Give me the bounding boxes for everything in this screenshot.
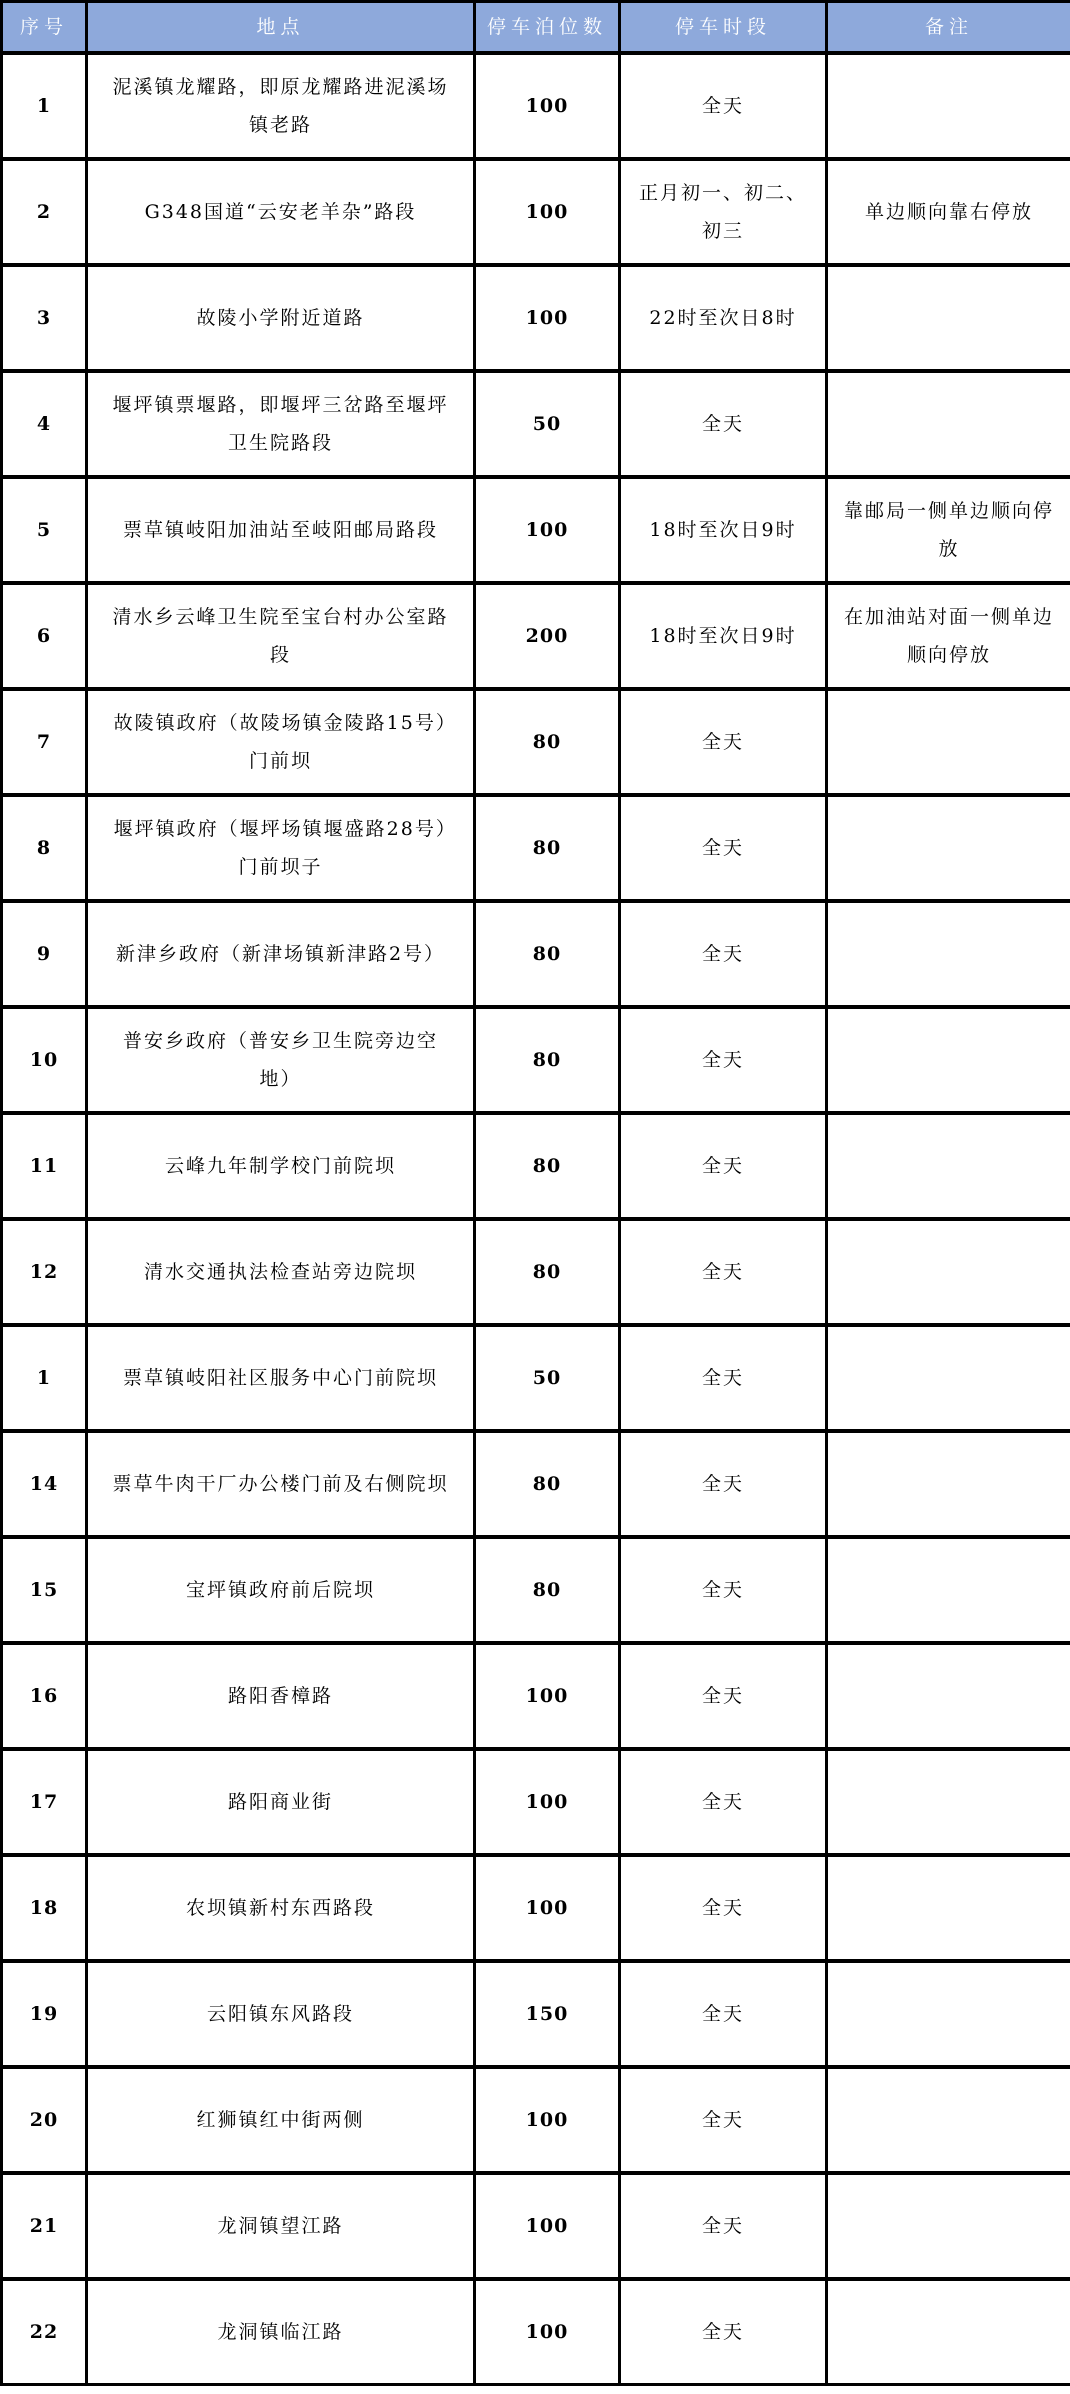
cell-location: 票草牛肉干厂办公楼门前及右侧院坝 (87, 1431, 475, 1537)
table-row (2, 2173, 1070, 2279)
cell-note (827, 901, 1070, 1007)
cell-index: 4 (2, 371, 87, 477)
cell-period: 全天 (620, 1855, 827, 1961)
table-row (2, 1325, 1070, 1431)
header-note: 备注 (827, 2, 1070, 54)
cell-note (827, 1537, 1070, 1643)
cell-note (827, 795, 1070, 901)
cell-spaces: 80 (475, 1537, 620, 1643)
cell-note (827, 1961, 1070, 2067)
cell-note (827, 1219, 1070, 1325)
cell-period: 全天 (620, 1749, 827, 1855)
cell-spaces: 100 (475, 265, 620, 371)
cell-spaces: 100 (475, 477, 620, 583)
cell-note: 单边顺向靠右停放 (827, 159, 1070, 265)
table-header (2, 2, 1070, 54)
table-row (2, 1219, 1070, 1325)
cell-spaces: 80 (475, 1007, 620, 1113)
cell-location: 堰坪镇票堰路，即堰坪三岔路至堰坪卫生院路段 (87, 371, 475, 477)
cell-spaces: 80 (475, 1431, 620, 1537)
cell-index: 2 (2, 159, 87, 265)
cell-location: 故陵小学附近道路 (87, 265, 475, 371)
cell-period: 正月初一、初二、初三 (620, 159, 827, 265)
cell-index: 1 (2, 1325, 87, 1431)
cell-location: 龙洞镇望江路 (87, 2173, 475, 2279)
cell-location: 龙洞镇临江路 (87, 2279, 475, 2385)
cell-index: 20 (2, 2067, 87, 2173)
cell-spaces: 100 (475, 1855, 620, 1961)
cell-spaces: 80 (475, 1219, 620, 1325)
cell-period: 全天 (620, 1113, 827, 1219)
cell-location: 新津乡政府（新津场镇新津路2号） (87, 901, 475, 1007)
cell-spaces: 50 (475, 1325, 620, 1431)
cell-location: 宝坪镇政府前后院坝 (87, 1537, 475, 1643)
cell-period: 全天 (620, 689, 827, 795)
cell-period: 全天 (620, 53, 827, 159)
cell-location: G348国道“云安老羊杂”路段 (87, 159, 475, 265)
cell-location: 票草镇岐阳加油站至岐阳邮局路段 (87, 477, 475, 583)
cell-period: 18时至次日9时 (620, 477, 827, 583)
table-row (2, 265, 1070, 371)
cell-period: 全天 (620, 1643, 827, 1749)
cell-index: 19 (2, 1961, 87, 2067)
cell-period: 全天 (620, 2067, 827, 2173)
cell-index: 8 (2, 795, 87, 901)
cell-spaces: 100 (475, 2279, 620, 2385)
cell-spaces: 80 (475, 901, 620, 1007)
cell-period: 全天 (620, 1007, 827, 1113)
header-index: 序号 (2, 2, 87, 54)
cell-index: 22 (2, 2279, 87, 2385)
table-row (2, 1431, 1070, 1537)
cell-index: 17 (2, 1749, 87, 1855)
cell-period: 全天 (620, 2279, 827, 2385)
cell-spaces: 80 (475, 689, 620, 795)
header-spaces: 停车泊位数 (475, 2, 620, 54)
cell-index: 12 (2, 1219, 87, 1325)
cell-index: 14 (2, 1431, 87, 1537)
cell-period: 全天 (620, 371, 827, 477)
cell-location: 农坝镇新村东西路段 (87, 1855, 475, 1961)
header-location: 地点 (87, 2, 475, 54)
cell-note (827, 1431, 1070, 1537)
header-period: 停车时段 (620, 2, 827, 54)
cell-spaces: 150 (475, 1961, 620, 2067)
cell-index: 9 (2, 901, 87, 1007)
cell-period: 全天 (620, 1537, 827, 1643)
table-row (2, 159, 1070, 265)
cell-location: 普安乡政府（普安乡卫生院旁边空地） (87, 1007, 475, 1113)
cell-period: 全天 (620, 901, 827, 1007)
cell-spaces: 100 (475, 2173, 620, 2279)
cell-index: 1 (2, 53, 87, 159)
table-row (2, 1537, 1070, 1643)
cell-note (827, 1855, 1070, 1961)
cell-location: 清水交通执法检查站旁边院坝 (87, 1219, 475, 1325)
cell-spaces: 100 (475, 2067, 620, 2173)
cell-note (827, 1113, 1070, 1219)
cell-spaces: 100 (475, 1749, 620, 1855)
table-row (2, 795, 1070, 901)
table-row (2, 1007, 1070, 1113)
cell-location: 故陵镇政府（故陵场镇金陵路15号）门前坝 (87, 689, 475, 795)
table-row (2, 1643, 1070, 1749)
cell-location: 红狮镇红中街两侧 (87, 2067, 475, 2173)
cell-note (827, 371, 1070, 477)
cell-spaces: 100 (475, 53, 620, 159)
cell-location: 路阳商业街 (87, 1749, 475, 1855)
cell-period: 全天 (620, 1431, 827, 1537)
cell-period: 22时至次日8时 (620, 265, 827, 371)
table-row (2, 477, 1070, 583)
cell-index: 5 (2, 477, 87, 583)
table-row (2, 583, 1070, 689)
cell-note (827, 1007, 1070, 1113)
cell-period: 全天 (620, 1219, 827, 1325)
cell-period: 全天 (620, 1961, 827, 2067)
cell-location: 堰坪镇政府（堰坪场镇堰盛路28号）门前坝子 (87, 795, 475, 901)
table-row (2, 1855, 1070, 1961)
cell-index: 7 (2, 689, 87, 795)
cell-note (827, 689, 1070, 795)
cell-note (827, 1325, 1070, 1431)
cell-location: 泥溪镇龙耀路，即原龙耀路进泥溪场镇老路 (87, 53, 475, 159)
table-row (2, 689, 1070, 795)
cell-note (827, 265, 1070, 371)
cell-spaces: 100 (475, 159, 620, 265)
table-row (2, 371, 1070, 477)
table-row (2, 1749, 1070, 1855)
cell-location: 云峰九年制学校门前院坝 (87, 1113, 475, 1219)
cell-index: 10 (2, 1007, 87, 1113)
cell-period: 全天 (620, 2173, 827, 2279)
cell-index: 11 (2, 1113, 87, 1219)
cell-spaces: 200 (475, 583, 620, 689)
cell-note (827, 53, 1070, 159)
cell-index: 21 (2, 2173, 87, 2279)
table-body (2, 53, 1070, 2385)
table-row (2, 901, 1070, 1007)
header-row (2, 2, 1070, 54)
table-row (2, 1113, 1070, 1219)
cell-spaces: 80 (475, 795, 620, 901)
cell-note (827, 1749, 1070, 1855)
cell-index: 18 (2, 1855, 87, 1961)
cell-location: 路阳香樟路 (87, 1643, 475, 1749)
cell-index: 3 (2, 265, 87, 371)
cell-period: 18时至次日9时 (620, 583, 827, 689)
cell-note (827, 2173, 1070, 2279)
cell-location: 清水乡云峰卫生院至宝台村办公室路段 (87, 583, 475, 689)
cell-index: 6 (2, 583, 87, 689)
cell-index: 15 (2, 1537, 87, 1643)
cell-period: 全天 (620, 1325, 827, 1431)
cell-location: 票草镇岐阳社区服务中心门前院坝 (87, 1325, 475, 1431)
cell-location: 云阳镇东风路段 (87, 1961, 475, 2067)
cell-spaces: 50 (475, 371, 620, 477)
cell-spaces: 100 (475, 1643, 620, 1749)
cell-index: 16 (2, 1643, 87, 1749)
cell-note (827, 1643, 1070, 1749)
cell-period: 全天 (620, 795, 827, 901)
table-row (2, 1961, 1070, 2067)
table-row (2, 2067, 1070, 2173)
cell-note: 靠邮局一侧单边顺向停放 (827, 477, 1070, 583)
cell-note (827, 2279, 1070, 2385)
table-row (2, 2279, 1070, 2385)
cell-note: 在加油站对面一侧单边顺向停放 (827, 583, 1070, 689)
table-row (2, 53, 1070, 159)
cell-note (827, 2067, 1070, 2173)
cell-spaces: 80 (475, 1113, 620, 1219)
